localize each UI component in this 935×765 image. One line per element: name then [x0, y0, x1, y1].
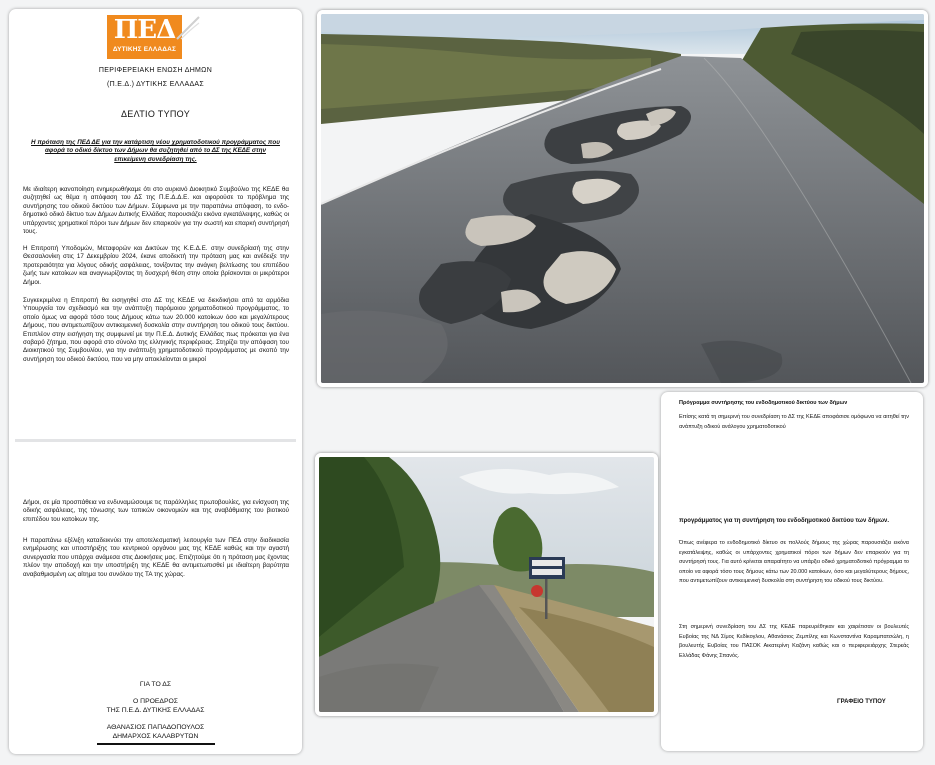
logo-swoosh-icon — [175, 15, 201, 41]
page2-paragraph-3: Στη σημερινή συνεδρίαση του ΔΣ της ΚΕΔΕ παρευρέθηκαν και χαιρέτισαν οι βουλευτές Ευβοίας της ΝΔ Σίμος Κεδίκογλου, Αθανάσιος Ζεμπίλης και Κωνσταντίνα Καραμπατσώλη, η βουλευτής Ευβοίας του ΠΑΣΟΚ Αικατερίνη Καζάνη καθώς και ο περιφερειάρχης Στερεάς Ελλάδας Φάνης Σπανός. — [679, 624, 909, 659]
photo-rural-road — [315, 453, 658, 716]
logo-subtitle: ΔΥΤΙΚΗΣ ΕΛΛΑΔΑΣ — [112, 46, 177, 53]
org-line-2: (Π.Ε.Δ.) ΔΥΤΙΚΗΣ ΕΛΛΑΔΑΣ — [106, 81, 205, 88]
sign-title: ΔΗΜΑΡΧΟΣ ΚΑΛΑΒΡΥΤΩΝ — [112, 733, 199, 740]
page2-paragraph-1: Επίσης κατά τη σημερινή του συνεδρίαση το ΔΣ της ΚΕΔΕ αποφάσισε ομόφωνα να αιτηθεί την ανάπτυξη οδικού ανάλογου χρηματοδοτικού — [679, 414, 909, 430]
body-paragraph-1: Με ιδιαίτερη ικανοποίηση ενημερωθήκαμε ότι στο αυριανό Διοικητικό Συμβούλιο της ΚΕΔΕ θα συζητηθεί ως θέμα η απόφαση του ΔΣ της Π.Ε.Δ.Δ.Ε. και αφορούσε το πρόβλημα της συντήρησης του οδικού δικτύου των Δήμων. Σύμφωνα με την παραπάνω απόφαση, το ενδο-δημοτικό οδικό δίκτυο των Δήμων Δυτικής Ελλάδας παρουσιάζει εικόνα εγκατάλειψης, καθώς οι υπάρχοντες χρηματικοί πόροι των Δήμων δεν επαρκούν για την σωστή και επαρκή συντήρησή τους. — [23, 186, 289, 236]
sign-for: ΓΙΑ ΤΟ ΔΣ — [139, 681, 172, 688]
body-paragraph-2: Η Επιτροπή Υποδομών, Μεταφορών και Δικτύων της Κ.Ε.Δ.Ε. στην συνεδρίασή της στην Θεσσαλονίκη στις 17 Δεκεμβρίου 2024, έκανε αποδεκτή την πρόταση μας και ανέδειξε την προτεραιότητα για λόγους οδικής ασφάλειας, τονίζοντας την ανάγκη βελτίωσης του επιπέδου ζωής των κατοίκων και αναγνωρίζοντας τη δυσχερή θέση στην οποία βρίσκονται οι μικρότεροι Δήμοι. — [23, 245, 289, 286]
page2-paragraph-2: Όπως ανέφερα το ενδοδημοτικό δίκτυο σε πολλούς δήμους της χώρας παρουσιάζει εικόνα εγκατάλειψης, καθώς οι υπάρχοντες χρηματικοί πόροι των δήμων δεν επαρκούν για τη συντήρησή τους. Για αυτό κρίνεται απαραίτητο να υπάρξει οδικό χρηματοδοτικό πρόγραμμα το οποίο να αφορά τόσο τους δήμους κάτω των 20.000 κατοίκων, όσο και μεγαλύτερους δήμους, που αντιμετωπίζουν αντικειμενική δυσκολία στη συντήρηση του οδικού τους δικτύου. — [679, 540, 909, 584]
pothole-road-illustration — [321, 14, 924, 383]
page-divider — [15, 439, 296, 442]
ped-logo — [107, 15, 207, 65]
page2-heading-2: προγράμματος για τη συντήρηση του ενδοδημοτικού δικτύου των δήμων. — [679, 518, 890, 524]
page2-signature: ΓΡΑΦΕΙΟ ΤΥΠΟΥ — [837, 699, 886, 705]
signature-underline — [97, 743, 215, 745]
body-paragraph-4: Δήμοι, σε μία προσπάθεια να ενδυναμώσουμε τις παράλληλες πρωτοβουλίες, για ενίσχυση της οδικής ασφάλειας, της τόνωσης των τοπικών οικονομιών και της αναβάθμισης του βιοτικού επιπέδου του κατοίκων της. — [23, 499, 289, 523]
sign-role-2: ΤΗΣ Π.Ε.Δ. ΔΥΤΙΚΗΣ ΕΛΛΑΔΑΣ — [106, 707, 205, 714]
body-paragraph-5: Η παραπάνω εξέλιξη καταδεικνύει την αποτελεσματική λειτουργία των ΠΕΔ στην διαδικασία ενημέρωσης και υποστήριξης του κεντρικού οργάνου μας της ΚΕΔΕ καθώς και την αγαστή συνεργασία που υπάρχει ανάμεσα στις Διοικήσεις μας. Επιζητούμε ότι η πρόταση μας έχοντας πλέον την αποδοχή και την υποστήριξη της ΚΕΔΕ θα αντιμετωπισθεί με ιδιαίτερη βαρύτητα αναβαθμισμένη ως αίτημα του συνόλου της ΤΑ της χώρας. — [23, 537, 289, 578]
org-line-1: ΠΕΡΙΦΕΡΕΙΑΚΗ ΕΝΩΣΗ ΔΗΜΩΝ — [98, 67, 213, 74]
rural-road-illustration — [319, 457, 654, 712]
sign-role-1: Ο ΠΡΟΕΔΡΟΣ — [133, 698, 178, 705]
press-release-title: ΔΕΛΤΙΟ ΤΥΠΟΥ — [120, 109, 190, 119]
photo-damaged-road — [317, 10, 928, 387]
body-paragraph-3: Συγκεκριμένα η Επιτροπή θα εισηγηθεί στο ΔΣ της ΚΕΔΕ να διεκδικήσει από τα αρμόδια Υπουργεία τον σχεδιασμό και την ανάπτυξη παρόμοιου χρηματοδοτικού προγράμματος, το οποίο όμως να αφορά τόσο τους Δήμους κάτω των 20.000 κατοίκων όσο και μεγαλύτερους Δήμους, που αντιμετωπίζουν αντικειμενική δυσκολία στην συντήρηση του οδικού τους δικτύου. Επιπλέον στην εισήγηση της συμφωνεί με την Π.Ε.Δ. Δυτικής Ελλάδας πως πρόκειται για ένα σοβαρό ζήτημα, που αφορά στο σύνολο της ελληνικής περιφέρειας. Στηρίζει την απόφαση του Διοικητικού της Συμβουλίου, για την ανάπτυξη χρηματοδοτικού προγράμματος με σκοπό την συντήρηση του οδικού δικτύου, που να μην αποκλείονται οι μικροί — [23, 297, 289, 363]
page2-heading: Πρόγραμμα συντήρησης του ενδοδημοτικού δικτύου των δήμων — [679, 400, 848, 406]
logo-letters: ΠΕΔ — [113, 15, 176, 45]
sign-name: ΑΘΑΝΑΣΙΟΣ ΠΑΠΑΔΟΠΟΥΛΟΣ — [106, 724, 205, 731]
press-release-page-2 — [661, 392, 923, 751]
press-release-page-1 — [9, 9, 302, 754]
lead-paragraph: Η πρόταση της ΠΕΔ ΔΕ για την κατάρτιση νέου χρηματοδοτικού προγράμματος που αφορά το οδικό δίκτυο των Δήμων θα συζητηθεί από το ΔΣ της ΚΕΔΕ στην επικείμενη συνεδρίαση της. — [31, 139, 280, 163]
logo-box — [107, 15, 182, 59]
